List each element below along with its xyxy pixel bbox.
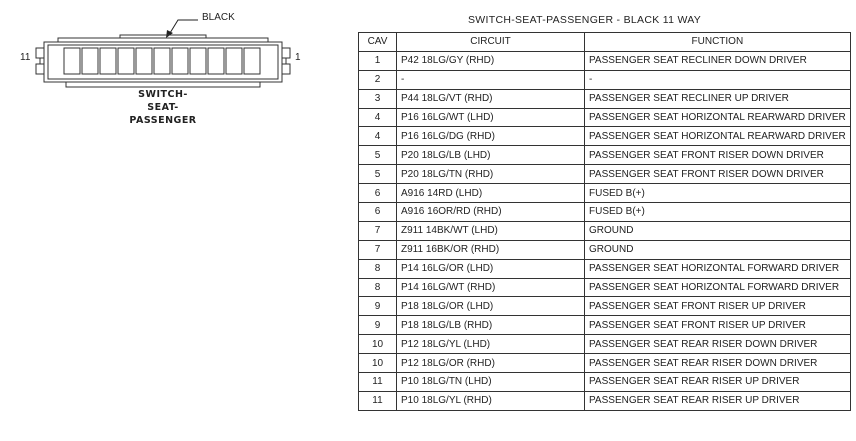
pinout-table	[358, 32, 851, 411]
cav-cell: 10	[359, 354, 397, 373]
cav-cell: 9	[359, 297, 397, 316]
connector-diagram	[0, 0, 330, 140]
circuit-cell: P18 18LG/OR (LHD)	[397, 297, 585, 316]
table-row	[359, 278, 851, 297]
function-cell: PASSENGER SEAT HORIZONTAL FORWARD DRIVER	[585, 259, 851, 278]
table-row	[359, 203, 851, 222]
circuit-cell: P10 18LG/TN (LHD)	[397, 373, 585, 392]
function-cell: PASSENGER SEAT FRONT RISER UP DRIVER	[585, 316, 851, 335]
function-cell: PASSENGER SEAT RECLINER UP DRIVER	[585, 89, 851, 108]
table-row	[359, 184, 851, 203]
circuit-cell: P14 16LG/WT (RHD)	[397, 278, 585, 297]
cav-cell: 8	[359, 259, 397, 278]
table-row	[359, 354, 851, 373]
circuit-cell: P44 18LG/VT (RHD)	[397, 89, 585, 108]
header-cav: CAV	[359, 33, 397, 52]
function-cell: PASSENGER SEAT FRONT RISER UP DRIVER	[585, 297, 851, 316]
header-circuit: CIRCUIT	[397, 33, 585, 52]
function-cell: FUSED B(+)	[585, 203, 851, 222]
cav-cell: 4	[359, 127, 397, 146]
function-cell: PASSENGER SEAT REAR RISER UP DRIVER	[585, 391, 851, 410]
function-cell: PASSENGER SEAT HORIZONTAL REARWARD DRIVER	[585, 127, 851, 146]
table-row	[359, 391, 851, 410]
table-row	[359, 221, 851, 240]
cav-cell: 3	[359, 89, 397, 108]
cav-cell: 4	[359, 108, 397, 127]
circuit-cell: P20 18LG/LB (LHD)	[397, 146, 585, 165]
table-row	[359, 51, 851, 70]
header-function: FUNCTION	[585, 33, 851, 52]
circuit-cell: P16 16LG/WT (LHD)	[397, 108, 585, 127]
circuit-cell: P12 18LG/OR (RHD)	[397, 354, 585, 373]
circuit-cell: P20 18LG/TN (RHD)	[397, 165, 585, 184]
cav-cell: 2	[359, 70, 397, 89]
cav-cell: 8	[359, 278, 397, 297]
cav-cell: 10	[359, 335, 397, 354]
connector-name-line: SWITCH-	[138, 89, 188, 100]
table-row	[359, 316, 851, 335]
connector-name	[118, 88, 208, 127]
cav-cell: 11	[359, 391, 397, 410]
connector-color-label: BLACK	[202, 12, 235, 23]
circuit-cell: A916 14RD (LHD)	[397, 184, 585, 203]
circuit-cell: P12 18LG/YL (LHD)	[397, 335, 585, 354]
circuit-cell: P42 18LG/GY (RHD)	[397, 51, 585, 70]
cav-cell: 6	[359, 184, 397, 203]
function-cell: PASSENGER SEAT REAR RISER DOWN DRIVER	[585, 354, 851, 373]
function-cell: PASSENGER SEAT HORIZONTAL FORWARD DRIVER	[585, 278, 851, 297]
circuit-cell: P16 16LG/DG (RHD)	[397, 127, 585, 146]
pin-label-right: 1	[295, 52, 301, 63]
function-cell: PASSENGER SEAT RECLINER DOWN DRIVER	[585, 51, 851, 70]
cav-cell: 7	[359, 221, 397, 240]
cav-cell: 5	[359, 146, 397, 165]
cav-cell: 7	[359, 240, 397, 259]
function-cell: PASSENGER SEAT HORIZONTAL REARWARD DRIVER	[585, 108, 851, 127]
leader-arrowhead	[166, 30, 173, 38]
function-cell: PASSENGER SEAT REAR RISER UP DRIVER	[585, 373, 851, 392]
table-row	[359, 297, 851, 316]
table-body	[359, 51, 851, 410]
table-title: SWITCH-SEAT-PASSENGER - BLACK 11 WAY	[468, 14, 702, 26]
leader-line	[170, 20, 198, 33]
function-cell: GROUND	[585, 240, 851, 259]
table-row	[359, 165, 851, 184]
connector-name-line: SEAT-	[147, 102, 179, 113]
table-row	[359, 335, 851, 354]
connector-name-line: PASSENGER	[129, 115, 197, 126]
cav-cell: 6	[359, 203, 397, 222]
table-row	[359, 70, 851, 89]
cav-cell: 11	[359, 373, 397, 392]
table-row	[359, 240, 851, 259]
function-cell: GROUND	[585, 221, 851, 240]
table-row	[359, 373, 851, 392]
cav-cell: 9	[359, 316, 397, 335]
cav-cell: 5	[359, 165, 397, 184]
circuit-cell: A916 16OR/RD (RHD)	[397, 203, 585, 222]
circuit-cell: -	[397, 70, 585, 89]
circuit-cell: P10 18LG/YL (RHD)	[397, 391, 585, 410]
table-row	[359, 108, 851, 127]
circuit-cell: Z911 16BK/OR (RHD)	[397, 240, 585, 259]
table-row	[359, 127, 851, 146]
pin-label-left: 11	[20, 52, 31, 63]
function-cell: -	[585, 70, 851, 89]
circuit-cell: P14 16LG/OR (LHD)	[397, 259, 585, 278]
cav-cell: 1	[359, 51, 397, 70]
circuit-cell: P18 18LG/LB (RHD)	[397, 316, 585, 335]
function-cell: PASSENGER SEAT FRONT RISER DOWN DRIVER	[585, 165, 851, 184]
table-row	[359, 89, 851, 108]
circuit-cell: Z911 14BK/WT (LHD)	[397, 221, 585, 240]
table-row	[359, 259, 851, 278]
function-cell: FUSED B(+)	[585, 184, 851, 203]
function-cell: PASSENGER SEAT REAR RISER DOWN DRIVER	[585, 335, 851, 354]
function-cell: PASSENGER SEAT FRONT RISER DOWN DRIVER	[585, 146, 851, 165]
table-header-row	[359, 33, 851, 52]
table-row	[359, 146, 851, 165]
cavity-row	[64, 48, 260, 74]
